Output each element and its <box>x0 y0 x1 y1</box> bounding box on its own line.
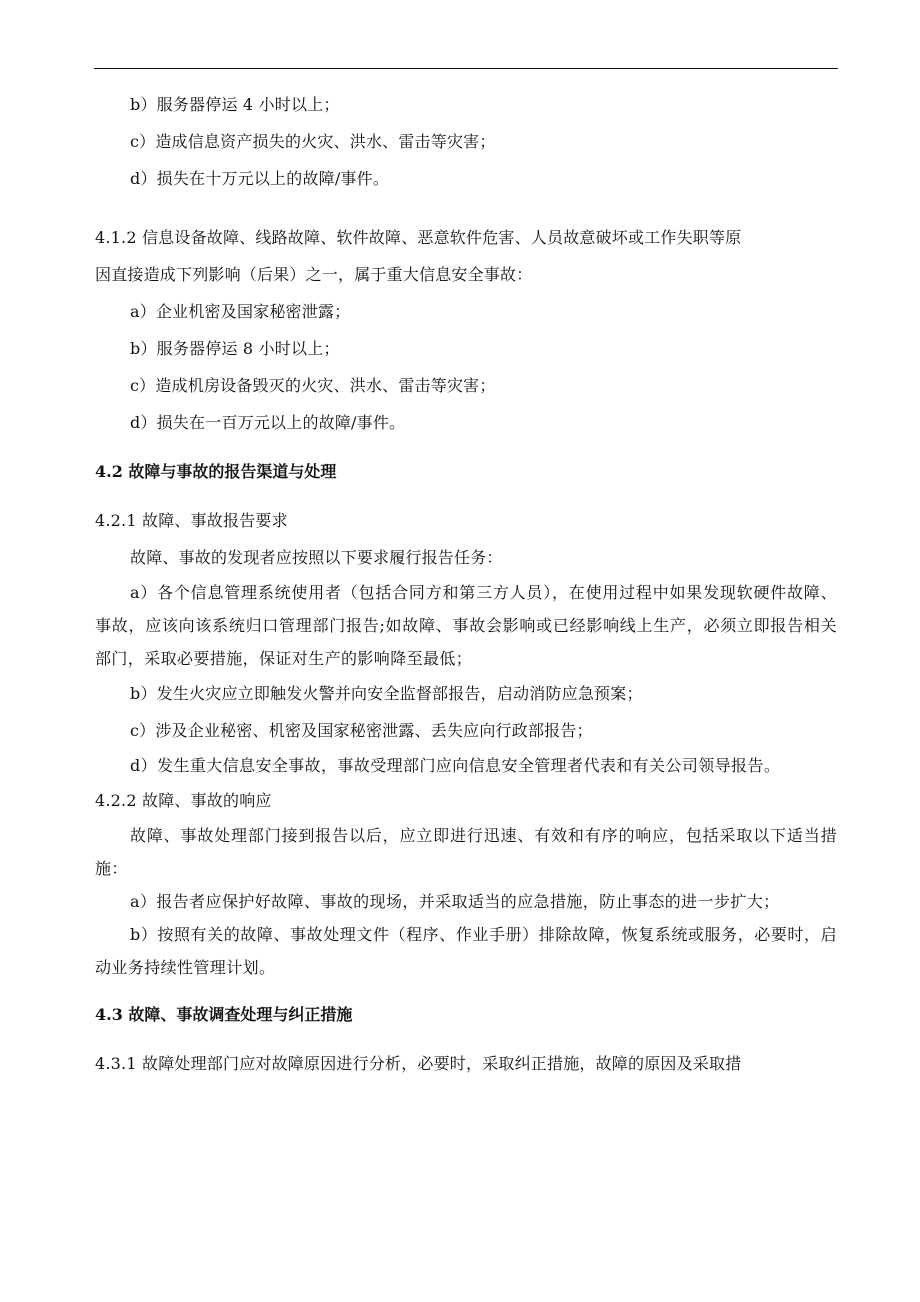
document-page <box>95 86 837 1082</box>
list-item: d）损失在十万元以上的故障/事件。 <box>130 168 390 188</box>
section-4-2-1-heading: 4.2.1 故障、事故报告要求 <box>95 510 288 530</box>
section-4-2-1-intro: 故障、事故的发现者应按照以下要求履行报告任务： <box>130 547 503 567</box>
list-item: a）企业机密及国家秘密泄露； <box>130 301 351 321</box>
section-4-2-1-item-c: c）涉及企业秘密、机密及国家秘密泄露、丢失应向行政部报告； <box>130 720 593 740</box>
section-4-2-2-intro: 故障、事故处理部门接到报告以后，应立即进行迅速、有效和有序的响应，包括采取以下适当措施： <box>95 826 837 878</box>
list-item: d）损失在一百万元以上的故障/事件。 <box>130 412 406 432</box>
section-4-1-2-line1: 4.1.2 信息设备故障、线路故障、软件故障、恶意软件危害、人员故意破坏或工作失职等原 <box>95 227 742 247</box>
section-4-2-1-item-b: b）发生火灾应立即触发火警并向安全监督部报告，启动消防应急预案； <box>130 683 643 703</box>
list-item: c）造成信息资产损失的火灾、洪水、雷击等灾害； <box>130 131 496 151</box>
section-4-3-heading: 4.3 故障、事故调查处理与纠正措施 <box>95 1004 353 1024</box>
section-4-2-heading: 4.2 故障与事故的报告渠道与处理 <box>95 461 337 481</box>
section-4-3-1-line: 4.3.1 故障处理部门应对故障原因进行分析，必要时，采取纠正措施，故障的原因及采取措 <box>95 1053 742 1073</box>
section-4-2-1-item-d: d）发生重大信息安全事故，事故受理部门应向信息安全管理者代表和有关公司领导报告。 <box>130 756 781 775</box>
section-4-2-2-item-a: a）报告者应保护好故障、事故的现场，并采取适当的应急措施，防止事态的进一步扩大； <box>130 892 780 911</box>
list-item: b）服务器停运 8 小时以上； <box>130 338 340 358</box>
section-4-2-1-item-a: a）各个信息管理系统使用者（包括合同方和第三方人员），在使用过程中如果发现软硬件故障、事故，应该向该系统归口管理部门报告;如故障、事故会影响或已经影响线上生产，必须立即报告相关部门，采取必要措施，保证对生产的影响降至最低； <box>95 583 837 668</box>
section-4-1-2-line2: 因直接造成下列影响（后果）之一，属于重大信息安全事故： <box>95 264 533 284</box>
list-item: b）服务器停运 4 小时以上； <box>130 94 340 114</box>
list-item: c）造成机房设备毁灭的火灾、洪水、雷击等灾害； <box>130 375 496 395</box>
header-rule <box>94 68 838 69</box>
section-4-2-2-item-b: b）按照有关的故障、事故处理文件（程序、作业手册）排除故障，恢复系统或服务，必要时，启动业务持续性管理计划。 <box>95 925 837 977</box>
section-4-2-2-heading: 4.2.2 故障、事故的响应 <box>95 790 272 810</box>
